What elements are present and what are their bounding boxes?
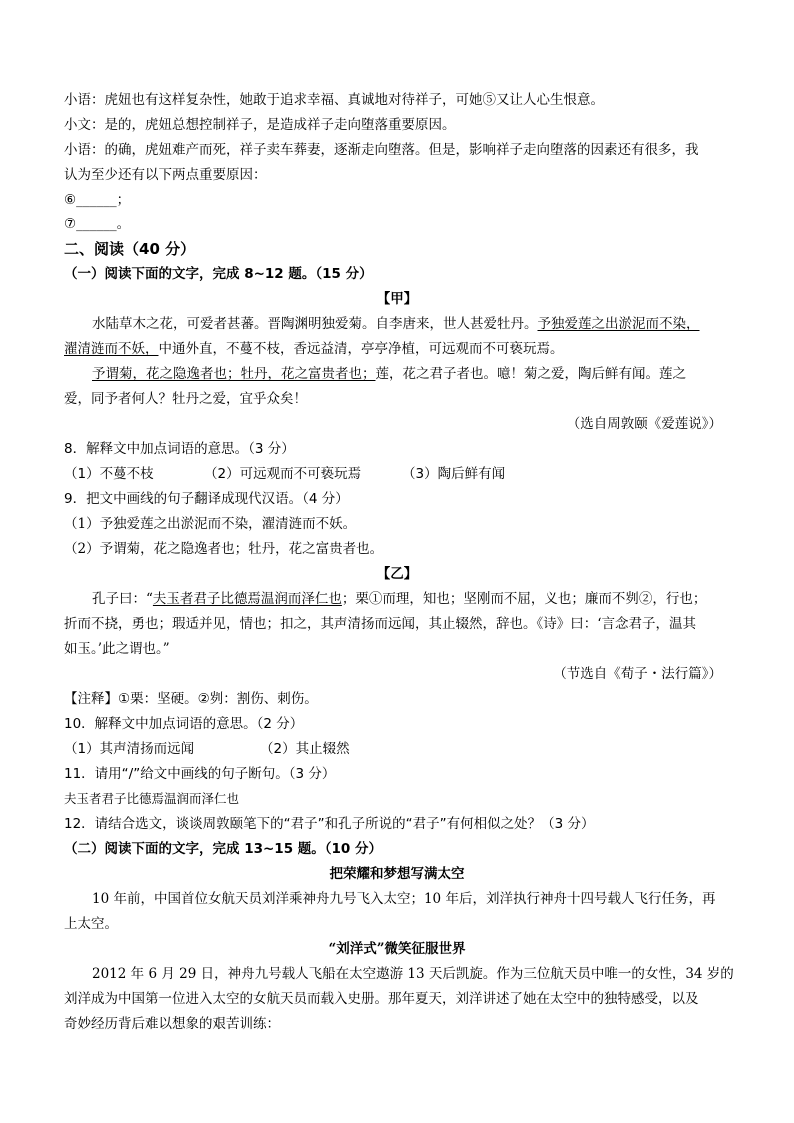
jia-underlined-1: 予独爱莲之出淤泥而不染， — [537, 316, 700, 332]
article-line-4: 刘洋成为中国第一位进入太空的女航天员而载入史册。那年夏天，刘洋讲述了她在太空中的独特感受，以及 — [64, 991, 699, 1007]
question-8-stem: 8．解释文中加点词语的意思。（3 分） — [64, 441, 295, 457]
jia-underlined-2: 濯清涟而不妖， — [64, 341, 159, 357]
article-line-2: 上太空。 — [64, 916, 118, 932]
article-subtitle: “刘洋式”微笑征服世界 — [328, 941, 466, 957]
question-10-item-1: （1）其声清扬而远闻 — [64, 741, 195, 757]
blank-6: ⑥______； — [64, 192, 131, 208]
question-9-item-2: （2）予谓菊，花之隐逸者也；牡丹，花之富贵者也。 — [64, 541, 384, 557]
passage-yi-line-1 — [92, 589, 706, 609]
passage-jia-line-1 — [92, 314, 700, 334]
article-line-1: 10 年前，中国首位女航天员刘洋乘神舟九号飞入太空；10 年后，刘洋执行神舟十四号载人飞行任务，再 — [92, 891, 716, 907]
question-9-item-1: （1）予独爱莲之出淤泥而不染，濯清涟而不妖。 — [64, 516, 357, 532]
article-line-5: 奇妙经历背后难以想象的艰苦训练： — [64, 1016, 280, 1032]
yi-text: ；栗①而理，知也；坚刚而不屈，义也；廉而不刿②，行也； — [341, 591, 707, 607]
part-1-title: （一）阅读下面的文字，完成 8~12 题。（15 分） — [64, 266, 373, 282]
passage-yi-label: 【乙】 — [376, 566, 418, 582]
question-11-stem: 11．请用“/”给文中画线的句子断句。（3 分） — [64, 766, 336, 782]
question-10-stem: 10．解释文中加点词语的意思。（2 分） — [64, 716, 304, 732]
section-2-title: 二、阅读（40 分） — [64, 240, 196, 258]
part-2-title: （二）阅读下面的文字，完成 13~15 题。（10 分） — [64, 841, 383, 857]
yi-text: 孔子曰：“ — [92, 591, 153, 607]
passage-yi-note: 【注释】①栗：坚硬。②刿：割伤、刺伤。 — [64, 691, 318, 707]
passage-jia-line-4: 爱，同予者何人？牡丹之爱，宜乎众矣！ — [64, 391, 307, 407]
question-9-stem: 9．把文中画线的句子翻译成现代汉语。（4 分） — [64, 491, 349, 507]
passage-yi-line-3: 如玉。’此之谓也。” — [64, 641, 170, 657]
passage-jia-line-3 — [92, 364, 686, 384]
dialogue-line-2: 小文：是的，虎妞总想控制祥子，是造成祥子走向堕落重要原因。 — [64, 117, 456, 133]
passage-jia-source: （选自周敦颐《爱莲说》） — [566, 416, 722, 432]
jia-text: 水陆草木之花，可爱者甚蕃。晋陶渊明独爱菊。自李唐来，世人甚爱牡丹。 — [92, 316, 538, 332]
jia-text: 中通外直，不蔓不枝，香远益清，亭亭净植，可远观而不可亵玩焉。 — [158, 341, 564, 357]
dialogue-line-1: 小语：虎妞也有这样复杂性，她敢于追求幸福、真诚地对待祥子，可她⑤又让人心生恨意。 — [64, 92, 604, 108]
passage-jia-line-2 — [64, 339, 564, 359]
jia-text: 莲，花之君子者也。噫！菊之爱，陶后鲜有闻。莲之 — [375, 366, 686, 382]
question-11-sentence: 夫玉者君子比德焉温润而泽仁也 — [64, 791, 240, 806]
jia-underlined-3: 予谓菊，花之隐逸者也；牡丹，花之富贵者也； — [92, 366, 376, 382]
blank-7: ⑦______。 — [64, 216, 131, 232]
question-12-stem: 12．请结合选文，谈谈周敦颐笔下的“君子”和孔子所说的“君子”有何相似之处？（3 分） — [64, 816, 595, 832]
article-title: 把荣耀和梦想写满太空 — [329, 866, 465, 882]
article-line-3: 2012 年 6 月 29 日，神舟九号载人飞船在太空遨游 13 天后凯旋。作为三位航天员中唯一的女性，34 岁的 — [92, 966, 734, 982]
question-8-item-1: （1）不蔓不枝 — [64, 466, 154, 482]
passage-jia-label: 【甲】 — [376, 291, 418, 307]
passage-yi-line-2: 折而不挠，勇也；瑕适并见，情也；扣之，其声清扬而远闻，其止辍然，辞也。《诗》曰：‘言念君子，温其 — [64, 616, 697, 632]
dialogue-line-4: 认为至少还有以下两点重要原因： — [64, 167, 267, 183]
yi-underlined: 夫玉者君子比德焉温润而泽仁也 — [152, 591, 342, 607]
dialogue-line-3: 小语：的确，虎妞难产而死，祥子卖车葬妻，逐渐走向堕落。但是，影响祥子走向堕落的因素还有很多，我 — [64, 142, 699, 158]
question-10-item-2: （2）其止辍然 — [260, 741, 350, 757]
passage-yi-source: （节选自《荀子・法行篇》） — [553, 666, 722, 682]
question-8-item-3: （3）陶后鲜有闻 — [402, 466, 506, 482]
question-8-item-2: （2）可远观而不可亵玩焉 — [204, 466, 362, 482]
